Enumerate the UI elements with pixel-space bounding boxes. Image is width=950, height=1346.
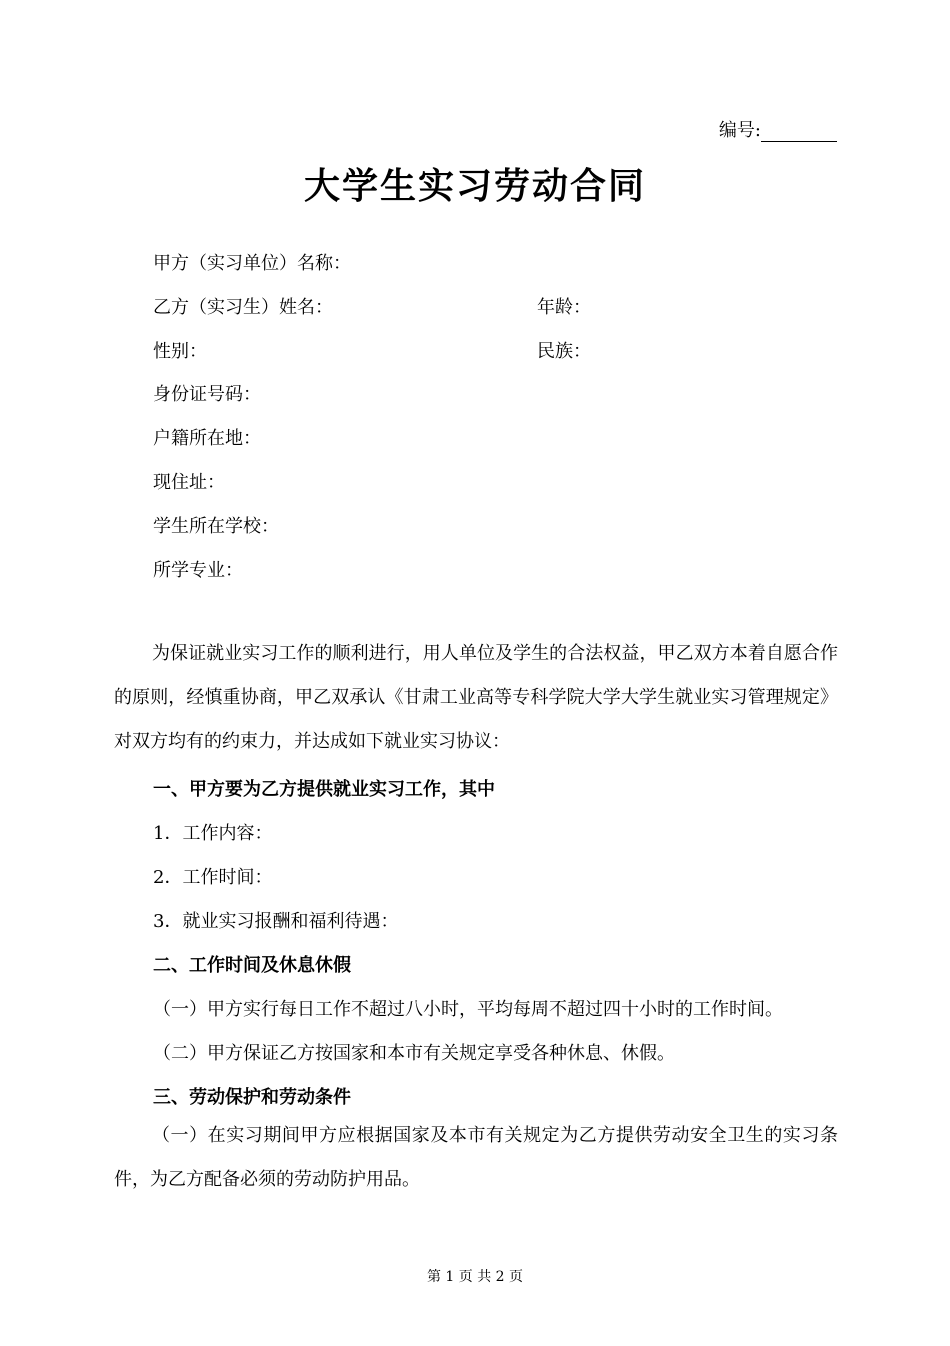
serial-number [719,116,837,142]
field-household-registration: 户籍所在地： [153,428,261,449]
section-3-paragraph: （一）在实习期间甲方应根据国家及本市有关规定为乙方提供劳动安全卫生的实习条件，为乙方配备必须的劳动防护用品。 [114,1125,838,1190]
intro-paragraph: 为保证就业实习工作的顺利进行，用人单位及学生的合法权益，甲乙双方本着自愿合作的原则，经慎重协商，甲乙双承认《甘肃工业高等专科学院大学大学生就业实习管理规定》对双方均有的约束力，并达成如下就业实习协议： [114,643,838,752]
page-title: 大学生实习劳动合同 [303,165,646,207]
section-1-heading: 一、甲方要为乙方提供就业实习工作，其中 [153,779,495,800]
page-footer: 第 1 页 共 2 页 [426,1269,524,1285]
field-current-address: 现住址： [153,472,225,493]
field-party-a-name: 甲方（实习单位）名称： [153,253,351,274]
section-2-item: （二）甲方保证乙方按国家和本市有关规定享受各种休息、休假。 [153,1043,675,1064]
section-1-item: 2．工作时间： [153,867,273,888]
field-id-number: 身份证号码： [153,384,261,405]
field-school: 学生所在学校： [153,516,279,537]
section-2-item: （一）甲方实行每日工作不超过八小时，平均每周不超过四十小时的工作时间。 [153,999,783,1020]
serial-label: 编号: [718,120,761,141]
field-ethnicity: 民族： [537,341,591,362]
section-3-heading: 三、劳动保护和劳动条件 [153,1087,351,1108]
section-1-item: 1．工作内容： [153,823,273,844]
section-2-heading: 二、工作时间及休息休假 [153,955,351,976]
field-party-b-name: 乙方（实习生）姓名： [153,297,333,318]
section-1-item: 3．就业实习报酬和福利待遇： [153,911,399,932]
field-age: 年龄： [537,297,591,318]
serial-blank-line [761,123,837,142]
field-major: 所学专业： [153,560,243,581]
field-gender: 性别： [153,341,207,362]
